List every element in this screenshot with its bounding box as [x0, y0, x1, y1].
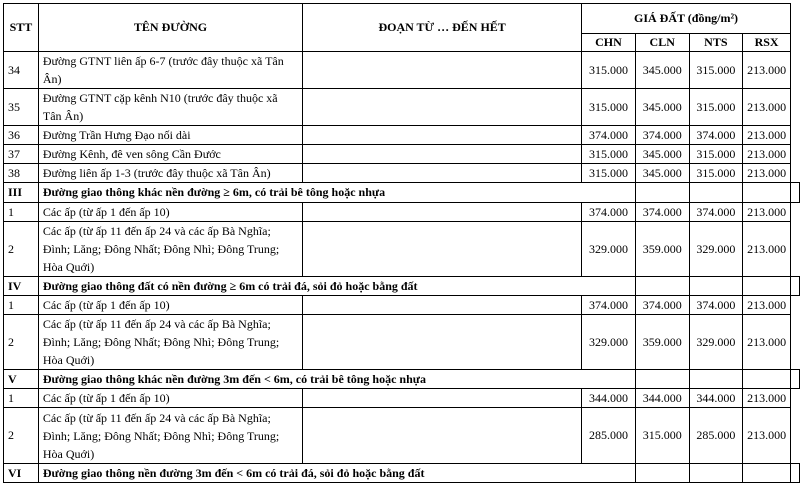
header-rsx: RSX: [743, 34, 791, 52]
price-chn: 329.000: [582, 315, 636, 370]
row-road-name: Đường liên ấp 1-3 (trước đây thuộc xã Tân Ân): [38, 164, 302, 183]
header-ten-duong: TÊN ĐƯỜNG: [38, 4, 302, 52]
price-cln: 345.000: [635, 164, 689, 183]
price-rsx: 213.000: [743, 145, 791, 164]
price-cln: 344.000: [635, 389, 689, 408]
header-gia-dat: GIÁ ĐẤT (đồng/m²): [582, 4, 791, 34]
empty-price-cell: [635, 277, 689, 296]
row-segment: [303, 408, 582, 464]
empty-price-cell: [791, 277, 800, 296]
price-rsx: 213.000: [743, 52, 791, 89]
price-cln: 374.000: [635, 296, 689, 315]
table-row: [4, 89, 800, 126]
empty-price-cell: [689, 277, 743, 296]
section-title: Đường giao thông khác nền đường ≥ 6m, có trải bê tông hoặc nhựa: [38, 183, 635, 203]
section-number: VI: [4, 464, 39, 483]
empty-price-cell: [791, 464, 800, 483]
price-chn: 315.000: [582, 52, 636, 89]
header-cln: CLN: [635, 34, 689, 52]
row-stt: 37: [4, 145, 39, 164]
header-nts: NTS: [689, 34, 743, 52]
table-row: [4, 203, 800, 222]
row-segment: [303, 315, 582, 370]
row-stt: 2: [4, 408, 39, 464]
row-road-name: Đường Kênh, đê ven sông Cần Đước: [38, 145, 302, 164]
row-road-name: Đường GTNT cặp kênh N10 (trước đây thuộc xã Tân Ân): [38, 89, 302, 126]
price-chn: 315.000: [582, 164, 636, 183]
row-segment: [303, 145, 582, 164]
price-chn: 344.000: [582, 389, 636, 408]
table-row: [4, 315, 800, 370]
price-nts: 315.000: [689, 89, 743, 126]
empty-price-cell: [689, 464, 743, 483]
price-chn: 285.000: [582, 408, 636, 464]
land-price-table: [3, 3, 800, 483]
row-segment: [303, 89, 582, 126]
header-chn: CHN: [582, 34, 636, 52]
price-cln: 374.000: [635, 203, 689, 222]
row-stt: 2: [4, 315, 39, 370]
header-doan-tu: ĐOẠN TỪ … ĐẾN HẾT: [303, 4, 582, 52]
row-stt: 1: [4, 389, 39, 408]
empty-price-cell: [635, 464, 689, 483]
header-stt: STT: [4, 4, 39, 52]
empty-price-cell: [743, 370, 791, 389]
price-cln: 359.000: [635, 222, 689, 277]
price-chn: 315.000: [582, 89, 636, 126]
row-stt: 36: [4, 126, 39, 145]
price-nts: 285.000: [689, 408, 743, 464]
table-row: [4, 222, 800, 277]
row-segment: [303, 203, 582, 222]
price-nts: 315.000: [689, 164, 743, 183]
row-stt: 35: [4, 89, 39, 126]
table-row: [4, 126, 800, 145]
price-rsx: 213.000: [743, 203, 791, 222]
empty-price-cell: [689, 183, 743, 203]
empty-price-cell: [689, 370, 743, 389]
table-row: [4, 389, 800, 408]
price-rsx: 213.000: [743, 126, 791, 145]
row-segment: [303, 222, 582, 277]
table-row: [4, 52, 800, 89]
price-rsx: 213.000: [743, 389, 791, 408]
price-nts: 329.000: [689, 315, 743, 370]
empty-price-cell: [743, 464, 791, 483]
price-rsx: 213.000: [743, 296, 791, 315]
section-number: V: [4, 370, 39, 389]
price-rsx: 213.000: [743, 222, 791, 277]
price-nts: 315.000: [689, 52, 743, 89]
row-segment: [303, 126, 582, 145]
section-row: [4, 183, 800, 203]
row-road-name: Các ấp (từ ấp 1 đến ấp 10): [38, 296, 302, 315]
price-rsx: 213.000: [743, 315, 791, 370]
price-nts: 374.000: [689, 126, 743, 145]
price-nts: 344.000: [689, 389, 743, 408]
row-stt: 38: [4, 164, 39, 183]
land-price-table-wrapper: [3, 3, 800, 483]
row-segment: [303, 52, 582, 89]
price-chn: 374.000: [582, 203, 636, 222]
row-stt: 34: [4, 52, 39, 89]
price-chn: 315.000: [582, 145, 636, 164]
section-row: [4, 464, 800, 483]
section-title: Đường giao thông đất có nền đường ≥ 6m có trải đá, sỏi đỏ hoặc bằng đất: [38, 277, 635, 296]
section-number: IV: [4, 277, 39, 296]
section-title: Đường giao thông nền đường 3m đến < 6m có trải đá, sỏi đỏ hoặc bằng đất: [38, 464, 635, 483]
price-cln: 315.000: [635, 408, 689, 464]
table-body: [4, 52, 800, 483]
price-chn: 374.000: [582, 126, 636, 145]
price-chn: 374.000: [582, 296, 636, 315]
row-segment: [303, 296, 582, 315]
price-nts: 315.000: [689, 145, 743, 164]
price-nts: 329.000: [689, 222, 743, 277]
row-road-name: Các ấp (từ ấp 11 đến ấp 24 và các ấp Bà Nghĩa; Đình; Lăng; Đông Nhất; Đông Nhì; Đông Trung; Hòa Quới): [38, 222, 302, 277]
price-cln: 359.000: [635, 315, 689, 370]
price-cln: 345.000: [635, 89, 689, 126]
section-title: Đường giao thông khác nền đường 3m đến < 6m, có trải bê tông hoặc nhựa: [38, 370, 635, 389]
row-road-name: Các ấp (từ ấp 11 đến ấp 24 và các ấp Bà Nghĩa; Đình; Lăng; Đông Nhất; Đông Nhì; Đông Trung; Hòa Quới): [38, 408, 302, 464]
section-row: [4, 277, 800, 296]
row-road-name: Các ấp (từ ấp 11 đến ấp 24 và các ấp Bà Nghĩa; Đình; Lăng; Đông Nhất; Đông Nhì; Đông Trung; Hòa Quới): [38, 315, 302, 370]
row-stt: 1: [4, 203, 39, 222]
row-stt: 1: [4, 296, 39, 315]
empty-price-cell: [635, 183, 689, 203]
row-segment: [303, 389, 582, 408]
empty-price-cell: [791, 370, 800, 389]
price-chn: 329.000: [582, 222, 636, 277]
table-row: [4, 408, 800, 464]
price-nts: 374.000: [689, 203, 743, 222]
row-road-name: Các ấp (từ ấp 1 đến ấp 10): [38, 389, 302, 408]
price-cln: 345.000: [635, 145, 689, 164]
table-row: [4, 164, 800, 183]
empty-price-cell: [743, 277, 791, 296]
table-row: [4, 145, 800, 164]
price-rsx: 213.000: [743, 164, 791, 183]
row-stt: 2: [4, 222, 39, 277]
price-rsx: 213.000: [743, 408, 791, 464]
section-row: [4, 370, 800, 389]
row-segment: [303, 164, 582, 183]
row-road-name: Đường Trần Hưng Đạo nối dài: [38, 126, 302, 145]
price-nts: 374.000: [689, 296, 743, 315]
row-road-name: Các ấp (từ ấp 1 đến ấp 10): [38, 203, 302, 222]
empty-price-cell: [791, 183, 800, 203]
empty-price-cell: [635, 370, 689, 389]
section-number: III: [4, 183, 39, 203]
empty-price-cell: [743, 183, 791, 203]
price-cln: 374.000: [635, 126, 689, 145]
price-rsx: 213.000: [743, 89, 791, 126]
row-road-name: Đường GTNT liên ấp 6-7 (trước đây thuộc xã Tân Ân): [38, 52, 302, 89]
table-row: [4, 296, 800, 315]
price-cln: 345.000: [635, 52, 689, 89]
